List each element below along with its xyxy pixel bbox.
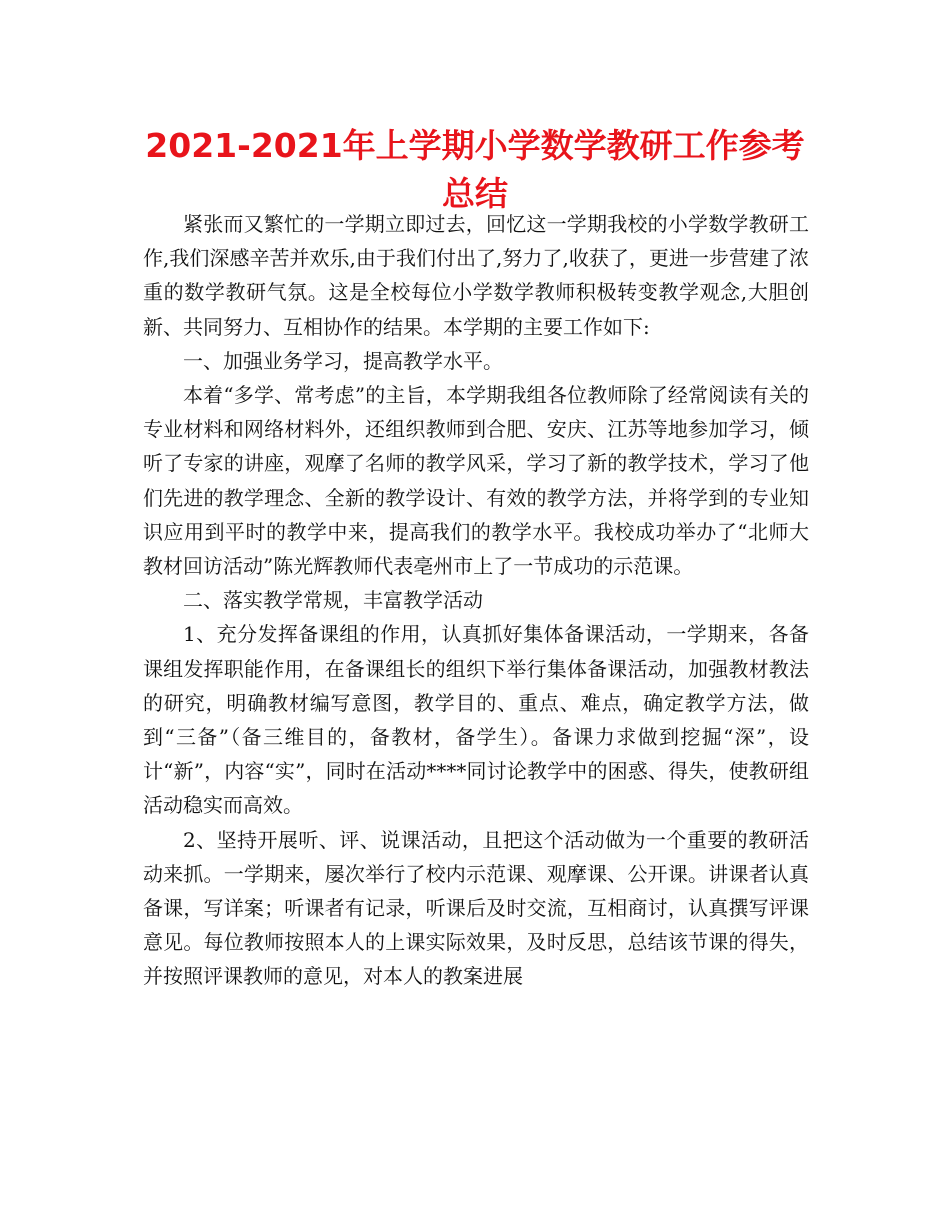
document-title: 2021-2021年上学期小学数学教研工作参考总结 bbox=[145, 126, 805, 213]
paragraph-lesson-review: 2、坚持开展听、评、说课活动，且把这个活动做为一个重要的教研活动来抓。一学期来，屡次举行了校内示范课、观摩课、公开课。讲课者认真备课，写详案；听课者有记录，听课后及时交流，互相商讨，认真撰写评课意见。每位教师按照本人的上课实际效果，及时反思，总结该节课的得失，并按照评课教师的意见，对本人的教案进展 bbox=[143, 827, 809, 989]
paragraph-lesson-prep: 1、充分发挥备课组的作用，认真抓好集体备课活动，一学期来，各备课组发挥职能作用，在备课组长的组织下举行集体备课活动，加强教材教法的研究，明确教材编写意图，教学目的、重点、难点，确定教学方法，做到“三备”（备三维目的，备教材，备学生）。备课力求做到挖掘“深”，设计“新”，内容“实”，同时在活动****同讨论教学中的困惑、得失，使教研组活动稳实而高效。 bbox=[143, 622, 809, 818]
paragraph-intro: 紧张而又繁忙的一学期立即过去，回忆这一学期我校的小学数学教研工作,我们深感辛苦并欢乐,由于我们付出了,努力了,收获了，更进一步营建了浓重的数学教研气氛。这是全校每位小学数学教师积极转变教学观念,大胆创新、共同努力、互相协作的结果。本学期的主要工作如下: bbox=[143, 212, 809, 339]
section-heading-1: 一、加强业务学习，提高教学水平。 bbox=[183, 348, 503, 373]
paragraph-study: 本着“多学、常考虑”的主旨，本学期我组各位教师除了经常阅读有关的专业材料和网络材料外，还组织教师到合肥、安庆、江苏等地参加学习，倾听了专家的讲座，观摩了名师的教学风采，学习了新的教学技术，学习了他们先进的教学理念、全新的教学设计、有效的教学方法，并将学到的专业知识应用到平时的教学中来，提高我们的教学水平。我校成功举办了“北师大教材回访活动”陈光辉教师代表亳州市上了一节成功的示范课。 bbox=[143, 383, 809, 579]
section-heading-2: 二、落实教学常规，丰富教学活动 bbox=[183, 588, 483, 613]
document-body bbox=[143, 207, 809, 994]
